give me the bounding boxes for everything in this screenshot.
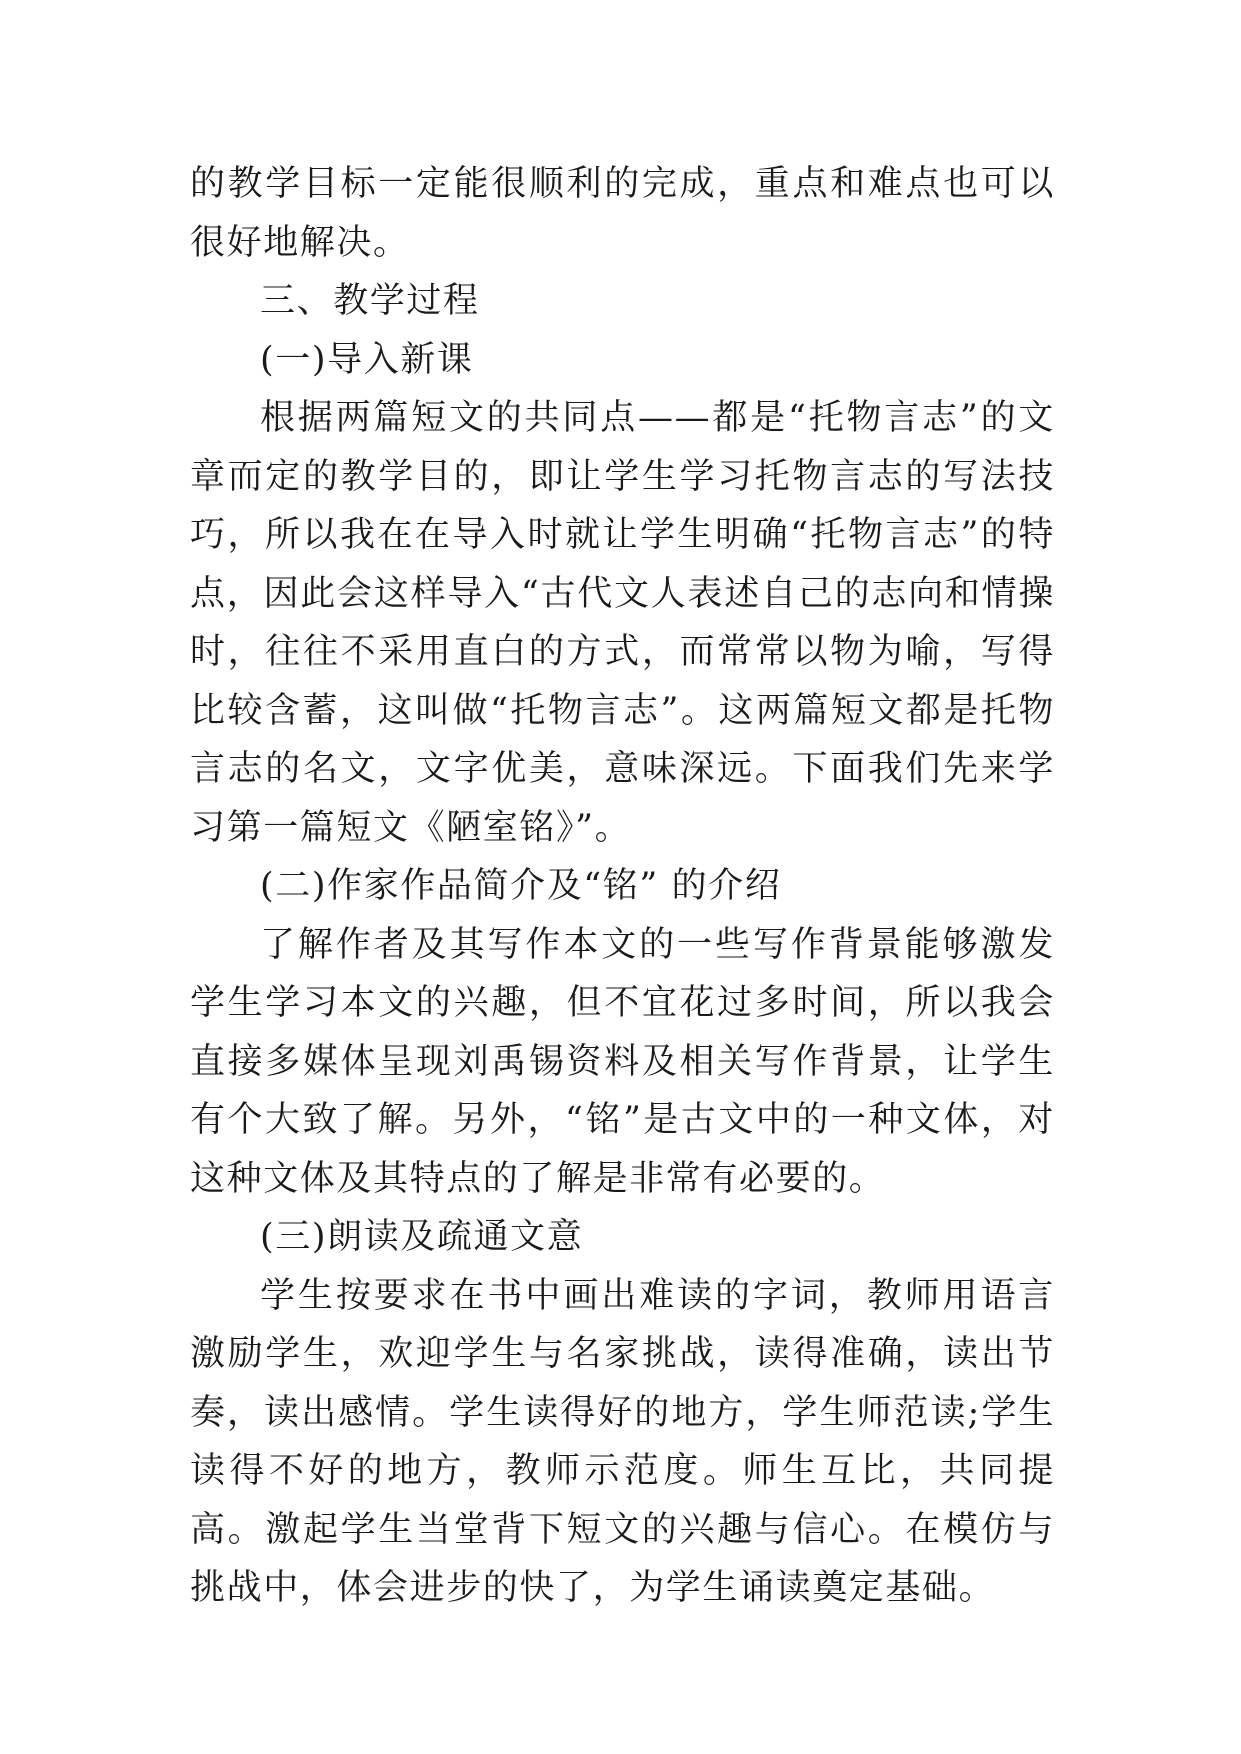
paragraph-reading: 学生按要求在书中画出难读的字词，教师用语言激励学生，欢迎学生与名家挑战，读得准确，读出节奏，读出感情。学生读得好的地方，学生师范读;学生读得不好的地方，教师示范度。师生互比，共同提高。激起学生当堂背下短文的兴趣与信心。在模仿与挑战中，体会进步的快了，为学生诵读奠定基础。 (190, 1275, 1055, 1608)
subheading-introduction: (一)导入新课 (260, 339, 474, 380)
paragraph-author-intro: 了解作者及其写作本文的一些写作背景能够激发学生学习本文的兴趣，但不宜花过多时间，所以我会直接多媒体呈现刘禹锡资料及相关写作背景，让学生有个大致了解。另外，“铭”是古文中的一种文体，对这种文体及其特点的了解是非常有必要的。 (190, 924, 1055, 1199)
document-body (190, 155, 1055, 1618)
paragraph-continuation: 的教学目标一定能很顺利的完成，重点和难点也可以很好地解决。 (190, 164, 1055, 263)
subheading-author-intro: (二)作家作品简介及“铭” 的介绍 (260, 866, 782, 906)
section-heading-teaching-process: 三、教学过程 (260, 281, 480, 321)
paragraph-introduction: 根据两篇短文的共同点——都是“托物言志”的文章而定的教学目的，即让学生学习托物言志的写法技巧，所以我在在导入时就让学生明确“托物言志”的特点，因此会这样导入“古代文人表述自己的志向和情操时，往往不采用直白的方式，而常常以物为喻，写得比较含蓄，这叫做“托物言志”。这两篇短文都是托物言志的名文，文字优美，意味深远。下面我们先来学习第一篇短文《陋室铭》”。 (190, 398, 1055, 848)
subheading-reading: (三)朗读及疏通文意 (260, 1217, 584, 1257)
